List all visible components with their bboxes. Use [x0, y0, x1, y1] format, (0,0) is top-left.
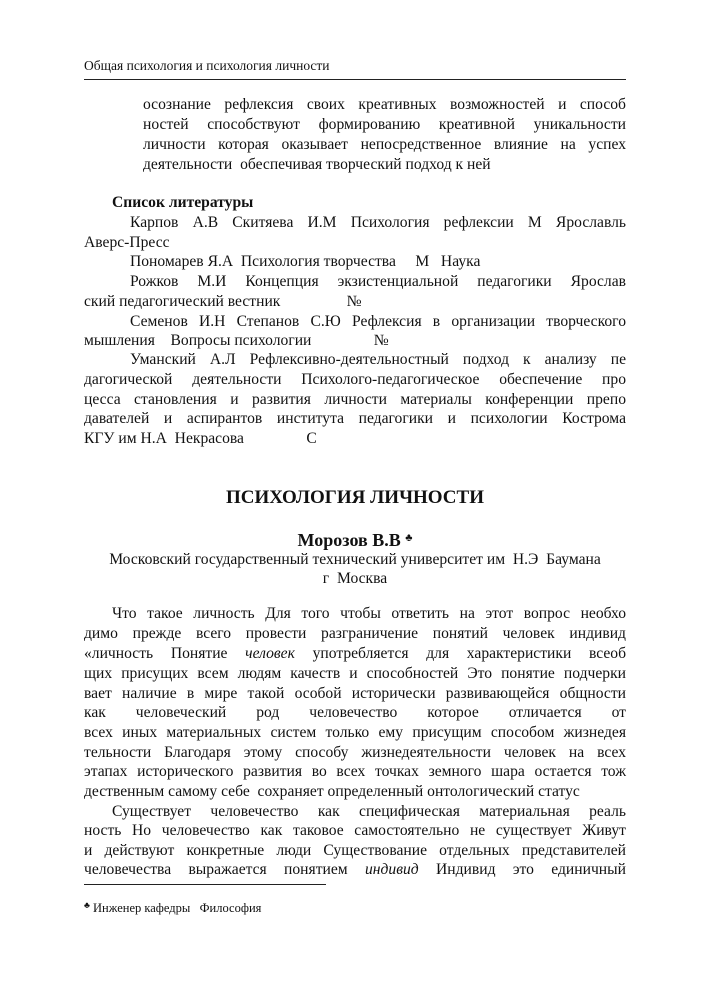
body-line: щих присущих всем людям качеств и способностей Это понятие подчерки — [84, 665, 626, 682]
body-line: и действуют конкретные люди Существование отдельных представителей — [84, 842, 626, 859]
references-heading: Список литературы — [112, 194, 254, 211]
footnote-rule — [84, 884, 326, 885]
running-header: Общая психология и психология личности — [84, 58, 330, 73]
body-text: человечества выражается понятием — [84, 861, 365, 878]
article-title: ПСИХОЛОГИЯ ЛИЧНОСТИ — [226, 487, 484, 508]
body-text: употребляется для характеристики всеоб — [312, 645, 626, 662]
intro-line: деятельности обеспечивая творческий подход к ней — [143, 156, 491, 173]
body-line: Существует человечество как специфическая материальная реаль — [112, 803, 626, 820]
affiliation-city: г Москва — [322, 570, 388, 587]
footnote — [84, 900, 261, 916]
body-line: дественным самому себе сохраняет определенный онтологический статус — [84, 783, 580, 800]
reference-line: Аверс-Пресс — [84, 234, 170, 251]
article-author — [84, 527, 626, 551]
italic-term: человек — [245, 645, 295, 662]
body-line: тельности Благодаря этому способу жизнедеятельности человек на всех — [84, 744, 626, 761]
club-icon: ♣ — [84, 900, 90, 910]
body-line: всех иных материальных систем только ему присущим способом жизнедея — [84, 724, 626, 741]
reference-line: давателей и аспирантов института педагогики и психологии Кострома — [84, 410, 626, 427]
intro-line: личности которая оказывает непосредственное влияние на успех — [143, 136, 626, 153]
reference-line: КГУ им Н.А Некрасова С — [84, 430, 317, 447]
club-icon: ♣ — [405, 532, 413, 544]
author-name: Морозов В.В — [297, 530, 401, 550]
reference-line: Рожков М.И Концепция экзистенциальной педагогики Ярослав — [130, 273, 626, 290]
footnote-text: Инженер кафедры Философия — [93, 901, 262, 915]
header-rule — [84, 79, 626, 80]
reference-line: Пономарев Я.А Психология творчества М Наука — [130, 253, 481, 270]
reference-line: Семенов И.Н Степанов С.Ю Рефлексия в организации творческого — [130, 313, 626, 330]
body-line: вает наличие в мире такой особой исторически развивающейся общности — [84, 685, 626, 702]
reference-line: мышления Вопросы психологии № — [84, 332, 389, 349]
reference-line: Карпов А.В Скитяева И.М Психология рефлексии М Ярославль — [130, 214, 626, 231]
body-text: Индивид это единичный — [436, 861, 626, 878]
intro-line: ностей способствуют формированию креативной уникальности — [143, 116, 626, 133]
body-line: ность Но человечество как таковое самостоятельно не существует Живут — [84, 822, 626, 839]
reference-line: дагогической деятельности Психолого-педагогическое обеспечение про — [84, 371, 626, 388]
body-line: как человеческий род человечество которое отличается от — [84, 704, 626, 721]
body-line: димо прежде всего провести разграничение понятий человек индивид — [84, 625, 626, 642]
reference-line: Уманский А.Л Рефлексивно-деятельностный подход к анализу пе — [130, 351, 626, 368]
body-line: этапах исторического развития во всех точках земного шара остается тож — [84, 763, 626, 780]
intro-line: осознание рефлексия своих креативных возможностей и способ — [143, 96, 626, 113]
reference-line: ский педагогический вестник № — [84, 293, 362, 310]
body-text: «личность Понятие — [84, 645, 246, 662]
body-line: Что такое личность Для того чтобы ответить на этот вопрос необхо — [112, 605, 626, 622]
italic-term: индивид — [364, 861, 419, 878]
body-line — [84, 860, 626, 880]
reference-line: цесса становления и развития личности материалы конференции препо — [84, 391, 626, 408]
affiliation: Московский государственный технический университет им Н.Э Баумана — [109, 551, 601, 568]
body-line — [84, 644, 626, 664]
